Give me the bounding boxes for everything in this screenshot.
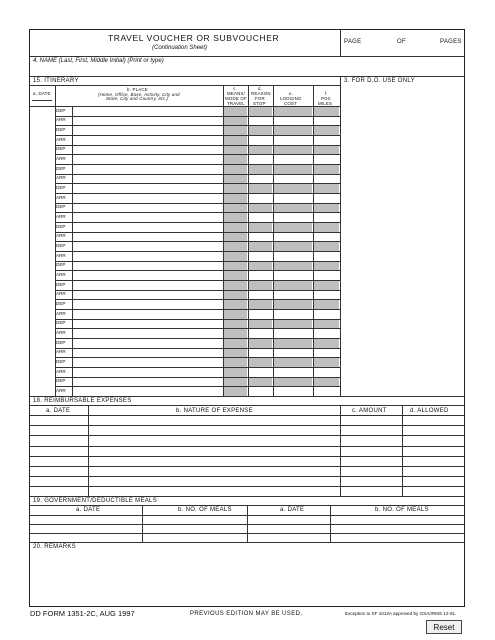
itinerary-row-type: DEP: [56, 358, 66, 364]
meals-col-meals-1: b. NO. OF MEALS: [178, 507, 232, 513]
do-use-label: 3. FOR D.O. USE ONLY: [344, 78, 415, 84]
itinerary-row-type: ARR: [56, 387, 66, 393]
meals-date-field[interactable]: [31, 533, 141, 542]
form-title: TRAVEL VOUCHER OR SUBVOUCHER: [108, 33, 280, 43]
col-place-sub1: (Home, Office, Base, Activity, City and: [98, 92, 180, 97]
itinerary-row-type: DEP: [56, 339, 66, 345]
itinerary-row-type: ARR: [56, 233, 66, 239]
itinerary-row-type: DEP: [56, 320, 66, 326]
col-means-2: MEANS/: [227, 91, 246, 96]
reimb-col-date: a. DATE: [46, 408, 71, 414]
itinerary-row-type: ARR: [56, 310, 66, 316]
itinerary-row-type: DEP: [56, 223, 66, 229]
itinerary-row-type: ARR: [56, 155, 66, 161]
meals-count-field[interactable]: [143, 533, 246, 542]
itinerary-row-type: DEP: [56, 146, 66, 152]
itinerary-row-type: ARR: [56, 271, 66, 277]
col-means-1: c.: [233, 86, 237, 91]
col-date-header: a. DATE: [33, 91, 51, 96]
itinerary-row-type: ARR: [56, 213, 66, 219]
itinerary-row-type: ARR: [56, 349, 66, 355]
meals-col-date-2: a. DATE: [280, 507, 305, 513]
meals-date-field[interactable]: [31, 515, 141, 524]
col-poc-1: f.: [325, 91, 328, 96]
itinerary-row-type: ARR: [56, 117, 66, 123]
meals-date-field[interactable]: [248, 533, 329, 542]
meals-count-field[interactable]: [143, 524, 246, 533]
travel-voucher-form: [29, 29, 465, 607]
meals-count-field[interactable]: [331, 533, 463, 542]
col-reason-3: FOR: [255, 96, 265, 101]
remarks-field[interactable]: [32, 552, 462, 604]
itinerary-row-type: ARR: [56, 175, 66, 181]
meals-count-field[interactable]: [331, 524, 463, 533]
col-reason-1: d.: [258, 86, 263, 91]
itinerary-row-type: ARR: [56, 329, 66, 335]
exception-note: Exception to SF 1012A approved by GSA/IRMS 12-91.: [345, 611, 457, 616]
form-id: DD FORM 1351-2C, AUG 1997: [30, 609, 135, 618]
pages-label: PAGES: [440, 39, 462, 45]
meals-count-field[interactable]: [331, 515, 463, 524]
col-means-4: TRAVEL: [227, 101, 245, 106]
meals-table: [30, 30, 464, 544]
itinerary-row-type: ARR: [56, 368, 66, 374]
itinerary-row-type: ARR: [56, 136, 66, 142]
reset-button[interactable]: Reset: [426, 620, 462, 634]
itinerary-row-type: DEP: [56, 242, 66, 248]
itinerary-section-label: 15. ITINERARY: [33, 78, 79, 84]
reimb-col-nature: b. NATURE OF EXPENSE: [176, 408, 253, 414]
itinerary-row-type: ARR: [56, 252, 66, 258]
itinerary-row-type: ARR: [56, 194, 66, 200]
meals-date-field[interactable]: [248, 515, 329, 524]
col-reason-4: STOP: [253, 101, 266, 106]
col-means-3: MODE OF: [225, 96, 247, 101]
meals-count-field[interactable]: [143, 515, 246, 524]
itinerary-row-type: DEP: [56, 300, 66, 306]
itinerary-row-type: DEP: [56, 262, 66, 268]
of-label: OF: [397, 39, 406, 45]
itinerary-row-type: ARR: [56, 291, 66, 297]
col-poc-2: POC: [321, 96, 332, 101]
meals-date-field[interactable]: [31, 524, 141, 533]
col-lodging-1: e.: [289, 91, 294, 96]
col-reason-2: REASON: [251, 91, 271, 96]
col-poc-3: MILES: [318, 101, 333, 106]
col-place-header: b. PLACE: [127, 87, 148, 92]
meals-section-label: 19. GOVERNMENT/DEDUCTIBLE MEALS: [33, 498, 157, 504]
edition-note: PREVIOUS EDITION MAY BE USED.: [190, 611, 303, 617]
reimb-col-amount: c. AMOUNT: [352, 408, 387, 414]
itinerary-row-type: DEP: [56, 378, 66, 384]
col-lodging-2: LODGING: [280, 96, 302, 101]
itinerary-row-type: DEP: [56, 165, 66, 171]
col-place-sub2: State; City and Country, etc.): [106, 96, 169, 101]
itinerary-row-type: DEP: [56, 281, 66, 287]
form-subtitle: (Continuation Sheet): [152, 45, 208, 51]
itinerary-row-type: DEP: [56, 204, 66, 210]
meals-date-field[interactable]: [248, 524, 329, 533]
reimb-col-allowed: d. ALLOWED: [410, 408, 449, 414]
name-label: 4. NAME (Last, First, Middle Initial) (Print or type): [33, 58, 164, 64]
meals-col-meals-2: b. NO. OF MEALS: [375, 507, 429, 513]
meals-col-date-1: a. DATE: [76, 507, 101, 513]
itinerary-row-type: DEP: [56, 184, 66, 190]
remarks-label: 20. REMARKS: [33, 544, 76, 550]
col-lodging-3: COST: [284, 101, 297, 106]
itinerary-row-type: DEP: [56, 126, 66, 132]
itinerary-row-type: DEP: [56, 107, 66, 113]
page-label: PAGE: [344, 39, 362, 45]
reimbursable-section-label: 18. REIMBURSABLE EXPENSES: [33, 398, 132, 404]
